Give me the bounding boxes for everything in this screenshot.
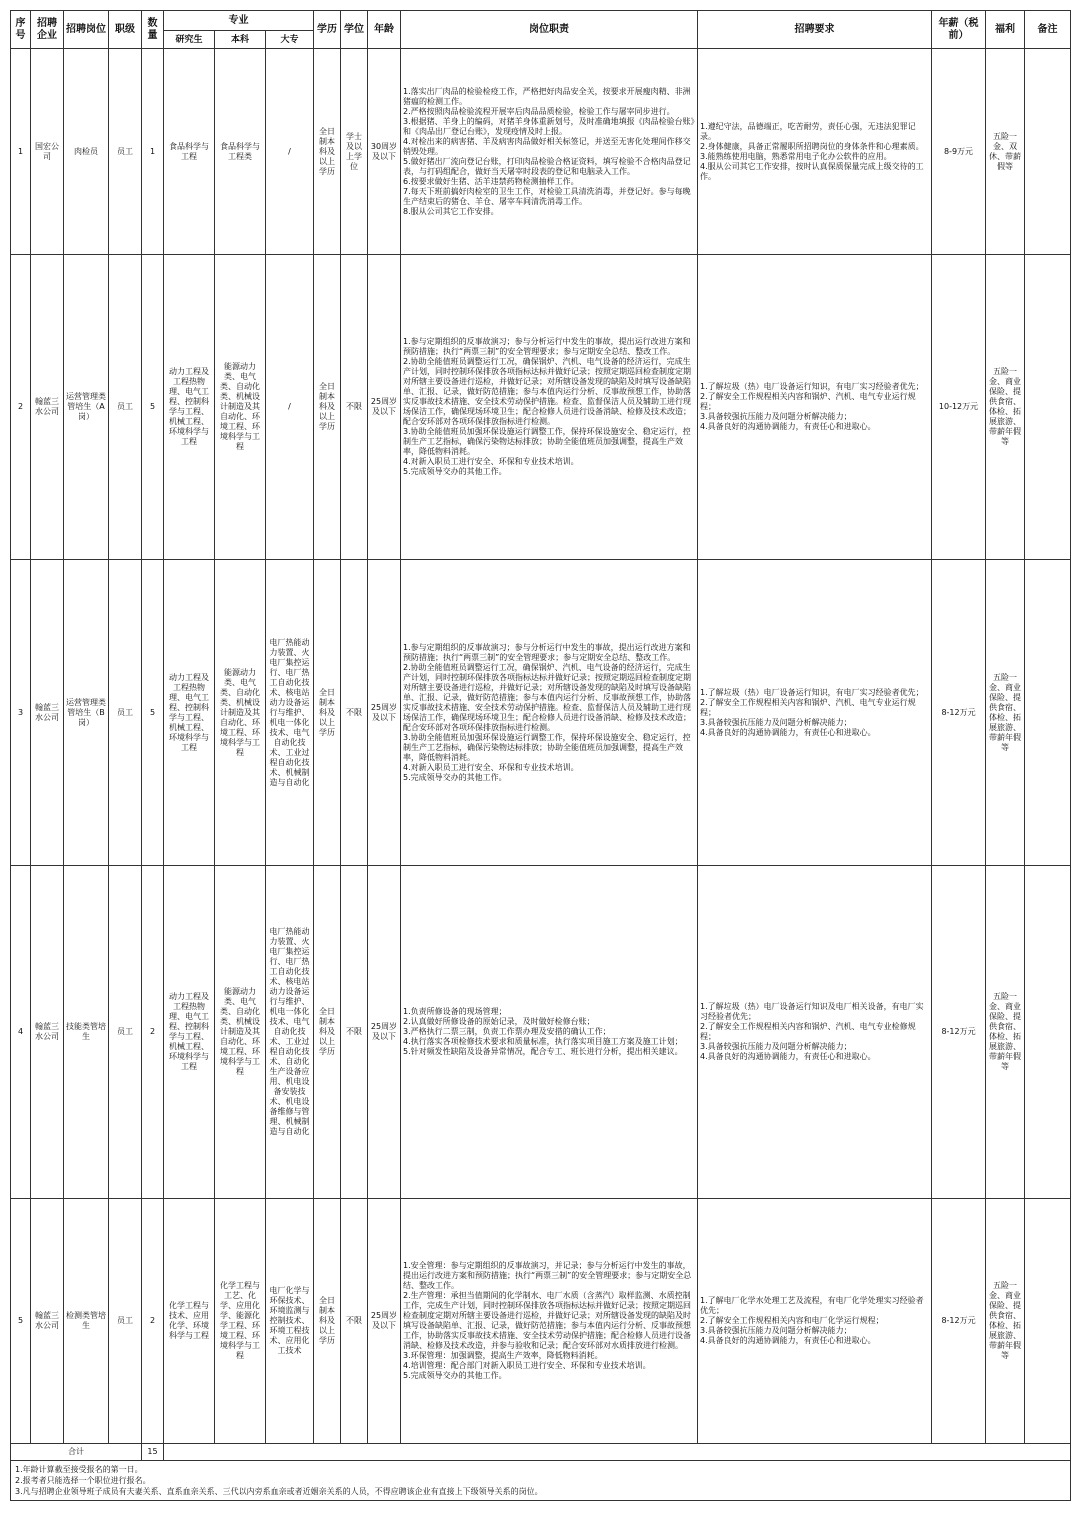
header-requirements: 招聘要求: [698, 11, 932, 49]
header-remarks: 备注: [1025, 11, 1071, 49]
table-row: [11, 255, 1071, 560]
cell-requirements: [698, 866, 932, 1199]
header-major-grad: 研究生: [164, 31, 215, 49]
requirement-line: 1.了解电厂化学水处理工艺及流程，有电厂化学处理实习经验者优先；: [700, 1296, 924, 1315]
cell-remarks: [1025, 866, 1071, 1199]
header-seq: 序号: [11, 11, 31, 49]
duty-line: 5.针对频发性缺陷及设备异常情况，配合专工、班长进行分析，提出相关建议。: [403, 1047, 683, 1056]
cell-position: 技能类管培生: [64, 866, 109, 1199]
cell-welfare: 五险一金、双休、带薪假等: [986, 49, 1025, 255]
duty-line: 1.负责所修设备的现场管理；: [403, 1007, 507, 1016]
cell-major-bachelor: 能源动力类、电气类、自动化类、机械设计制造及其自动化、环境工程、环境科学与工程: [215, 866, 266, 1199]
table-row: [11, 866, 1071, 1199]
requirement-line: 3.具备较强抗压能力及问题分析解决能力；: [700, 412, 852, 421]
duty-line: 1.安全管理：参与定期组织的反事故演习，并记录；参与分析运行中发生的事故，提出运行改进方案和预防措施；执行“两票三制”的安全管理要求；参与定期安全总结、整改工作。: [403, 1261, 692, 1290]
recruitment-table: [10, 10, 1071, 1501]
cell-count: 2: [142, 1199, 164, 1444]
duty-line: 7.每天下班前搞好肉检室的卫生工作，对检验工具清洗消毒，并登记好。参与每晚生产结束后的猪仓、羊仓、屠宰车间清洗消毒工作。: [403, 186, 691, 206]
duty-line: 8.服从公司其它工作安排。: [403, 206, 499, 216]
cell-major-college: 电厂热能动力装置、火电厂集控运行、电厂热工自动化技术、核电站动力设备运行与维护、机电一体化技术、电气自动化技术、工业过程自动化技术、机械制造与自动化: [266, 560, 314, 866]
notes-row: [11, 1461, 1071, 1501]
requirement-line: 2.了解安全工作规程相关内容和锅炉、汽机、电气专业运行规程；: [700, 392, 916, 411]
header-row-1: [11, 11, 1071, 31]
cell-rank: 员工: [109, 49, 142, 255]
total-filler: [164, 1444, 1071, 1461]
cell-education: 全日制本科及以上学历: [314, 49, 341, 255]
cell-position: 肉检员: [64, 49, 109, 255]
header-age: 年龄: [368, 11, 401, 49]
cell-duties: [401, 1199, 698, 1444]
cell-welfare: 五险一金、商业保险、提供食宿、体检、拓展旅游、带薪年假等: [986, 560, 1025, 866]
table-row: [11, 49, 1071, 255]
duty-line: 4.培训管理：配合部门对新入职员工进行安全、环保和专业技术培训。: [403, 1361, 651, 1370]
requirement-line: 4.服从公司其它工作安排，按时认真保质保量完成上级交待的工作。: [700, 161, 924, 181]
requirement-line: 2.了解安全工作规程相关内容和锅炉、汽机、电气专业检修规程；: [700, 1022, 916, 1041]
cell-welfare: 五险一金、商业保险、提供食宿、体检、拓展旅游、带薪年假等: [986, 1199, 1025, 1444]
duty-line: 1.参与定期组织的反事故演习；参与分析运行中发生的事故，提出运行改进方案和预防措施；执行“两票三制”的安全管理要求；参与定期安全总结、整改工作。: [403, 337, 691, 356]
cell-remarks: [1025, 49, 1071, 255]
cell-company: 翰蓝三水公司: [31, 1199, 64, 1444]
requirement-line: 2.身体健康，具备正常履职所招聘岗位的身体条件和心理素质。: [700, 141, 924, 151]
duty-line: 1.落实出厂肉品的检验检疫工作，严格把好肉品安全关，按要求开展瘦肉精、非洲猪瘟的检测工作。: [403, 86, 691, 106]
cell-age: 25周岁及以下: [368, 255, 401, 560]
header-education: 学历: [314, 11, 341, 49]
cell-major-grad: 食品科学与工程: [164, 49, 215, 255]
header-major: 专业: [164, 11, 314, 31]
header-count: 数量: [142, 11, 164, 49]
note-line: 2.报考者只能选择一个职位进行报名。: [15, 1476, 151, 1485]
recruitment-sheet: [10, 10, 1070, 1501]
cell-rank: 员工: [109, 560, 142, 866]
cell-major-college: /: [266, 255, 314, 560]
cell-rank: 员工: [109, 255, 142, 560]
table-row: [11, 1199, 1071, 1444]
cell-major-grad: 动力工程及工程热物理、电气工程、控制科学与工程、机械工程、环境科学与工程: [164, 255, 215, 560]
duty-line: 1.参与定期组织的反事故演习；参与分析运行中发生的事故，提出运行改进方案和预防措施；执行“两票三制”的安全管理要求；参与定期安全总结、整改工作。: [403, 642, 691, 662]
duty-line: 5.完成领导交办的其他工作。: [403, 1371, 507, 1380]
duty-line: 5.做好猪出厂流向登记台账，打印肉品检验合格证资料，填写检验不合格肉品登记表，与打码组配合，做好当天屠宰时段表的登记和电脑录入工作。: [403, 156, 691, 176]
cell-welfare: 五险一金、商业保险、提供食宿、体检、拓展旅游、带薪年假等: [986, 866, 1025, 1199]
cell-salary: 8-12万元: [932, 1199, 986, 1444]
cell-degree: 学士及以上学位: [341, 49, 368, 255]
duty-line: 3.根据猪、羊身上的编码，对猪羊身体重新划号，及时准确地填报《肉品检验台账》和《肉品出厂登记台账》，发现疫情及时上报。: [403, 116, 695, 136]
cell-major-grad: 动力工程及工程热物理、电气工程、控制科学与工程、机械工程、环境科学与工程: [164, 560, 215, 866]
duty-line: 4.对新入职员工进行安全、环保和专业技术培训。: [403, 762, 579, 772]
header-rank: 职级: [109, 11, 142, 49]
requirement-line: 1.了解垃圾（热）电厂设备运行知识及电厂相关设备，有电厂实习经验者优先；: [700, 1002, 924, 1021]
requirement-line: 3.具备较强抗压能力及问题分析解决能力；: [700, 1326, 852, 1335]
cell-age: 25周岁及以下: [368, 560, 401, 866]
header-degree: 学位: [341, 11, 368, 49]
cell-major-college: /: [266, 49, 314, 255]
requirement-line: 1.了解垃圾（热）电厂设备运行知识，有电厂实习经验者优先；: [700, 382, 924, 391]
cell-position: 检测类管培生: [64, 1199, 109, 1444]
duty-line: 2.协助全能值班员调整运行工况，确保锅炉、汽机、电气设备的经济运行，完成生产计划，同时控制环保排放各项指标达标并做好记录；按照定期巡回检查制度定期对所辖主要设备进行巡检，并做好记录；对所辖设备发现的缺陷及时填写设备缺陷单、汇报、记录，做好防范措施；参与本值内运行分析、反事故预想工作，协助落实反事故技术措施、安全技术劳动保护措施。检查、监督保洁人员及辅助工进行现场保洁工作，确保现场环境卫生；配合检修人员进行设备消缺、检修及技术改造；配合安环部对各项环保排放指标进行检测。: [403, 357, 692, 426]
cell-count: 1: [142, 49, 164, 255]
cell-education: 全日制本科及以上学历: [314, 1199, 341, 1444]
cell-major-bachelor: 食品科学与工程类: [215, 49, 266, 255]
note-line: 3.凡与招聘企业领导班子成员有夫妻关系、直系血亲关系、三代以内旁系血亲或者近姻亲关系的人员，不得应聘该企业有直接上下级领导关系的岗位。: [15, 1487, 543, 1496]
cell-degree: 不限: [341, 866, 368, 1199]
cell-position: 运营管理类管培生（B岗）: [64, 560, 109, 866]
cell-seq: 3: [11, 560, 31, 866]
cell-education: 全日制本科及以上学历: [314, 866, 341, 1199]
note-line: 1.年龄计算截至接受报名的第一日。: [15, 1465, 143, 1474]
cell-salary: 8-12万元: [932, 560, 986, 866]
header-company: 招聘企业: [31, 11, 64, 49]
cell-major-bachelor: 能源动力类、电气类、自动化类、机械设计制造及其自动化、环境工程、环境科学与工程: [215, 255, 266, 560]
cell-duties: [401, 560, 698, 866]
requirement-line: 2.了解安全工作规程相关内容和电厂化学运行规程；: [700, 1316, 884, 1325]
requirement-line: 1.了解垃圾（热）电厂设备运行知识，有电厂实习经验者优先；: [700, 687, 924, 697]
cell-remarks: [1025, 560, 1071, 866]
cell-major-college: 电厂化学与环保技术、环境监测与控制技术、环境工程技术、应用化工技术: [266, 1199, 314, 1444]
cell-degree: 不限: [341, 1199, 368, 1444]
cell-seq: 1: [11, 49, 31, 255]
header-duties: 岗位职责: [401, 11, 698, 49]
duty-line: 2.协助全能值班员调整运行工况，确保锅炉、汽机、电气设备的经济运行，完成生产计划，同时控制环保排放各项指标达标并做好记录；按照定期巡回检查制度定期对所辖主要设备进行巡检，并做好记录；对所辖设备发现的缺陷及时填写设备缺陷单、汇报、记录，做好防范措施；参与本值内运行分析、反事故预想工作，协助落实反事故技术措施、安全技术劳动保护措施。检查、监督保洁人员及辅助工进行现场保洁工作，确保现场环境卫生；配合检修人员进行设备消缺、检修及技术改造；配合安环部对各项环保排放指标进行检测。: [403, 662, 692, 732]
duty-line: 2.严格按照肉品检验流程开展宰后肉品品质检验，检验工作与屠宰同步进行。: [403, 106, 675, 116]
requirement-line: 1.遵纪守法，品德端正，吃苦耐劳，责任心强，无违法犯罪记录。: [700, 121, 916, 141]
cell-age: 25周岁及以下: [368, 866, 401, 1199]
duty-line: 6.按要求做好生猪、活羊违禁药物检测抽样工作。: [403, 176, 579, 186]
table-row: [11, 560, 1071, 866]
cell-position: 运营管理类管培生（A岗）: [64, 255, 109, 560]
notes-cell: [11, 1461, 1071, 1501]
cell-welfare: 五险一金、商业保险、提供食宿、体检、拓展旅游、带薪年假等: [986, 255, 1025, 560]
cell-rank: 员工: [109, 866, 142, 1199]
duty-line: 3.严格执行二票三制，负责工作票办理及安措的确认工作；: [403, 1027, 611, 1036]
duty-line: 5.完成领导交办的其他工作。: [403, 772, 507, 782]
cell-company: 翰蓝三水公司: [31, 866, 64, 1199]
cell-degree: 不限: [341, 255, 368, 560]
cell-company: 翰蓝三水公司: [31, 255, 64, 560]
cell-seq: 2: [11, 255, 31, 560]
cell-salary: 8-12万元: [932, 866, 986, 1199]
duty-line: 2.认真做好所修设备的原始记录，及时做好检修台账；: [403, 1017, 595, 1026]
requirement-line: 3.能熟练使用电脑，熟悉常用电子化办公软件的应用。: [700, 151, 892, 161]
header-welfare: 福利: [986, 11, 1025, 49]
cell-seq: 5: [11, 1199, 31, 1444]
cell-duties: [401, 255, 698, 560]
duty-line: 3.协助全能值班员加强环保设施运行调整工作，保持环保设施安全、稳定运行，控制生产工艺指标，确保污染物达标排放；协助全能值班员加强调整，提高生产效率，降低物料消耗。: [403, 427, 691, 456]
header-major-bachelor: 本科: [215, 31, 266, 49]
duty-line: 3.环保管理：加强调整，提高生产效率，降低物料消耗。: [403, 1351, 603, 1360]
header-position: 招聘岗位: [64, 11, 109, 49]
cell-company: 翰蓝三水公司: [31, 560, 64, 866]
total-count: 15: [142, 1444, 164, 1461]
requirement-line: 4.具备良好的沟通协调能力，有责任心和进取心。: [700, 1052, 876, 1061]
cell-count: 5: [142, 255, 164, 560]
total-label: 合计: [11, 1444, 142, 1461]
duty-line: 3.协助全能值班员加强环保设施运行调整工作，保持环保设施安全、稳定运行，控制生产工艺指标，确保污染物达标排放；协助全能值班员加强调整，提高生产效率，降低物料消耗。: [403, 732, 691, 762]
cell-degree: 不限: [341, 560, 368, 866]
cell-salary: 10-12万元: [932, 255, 986, 560]
duty-line: 4.对新入职员工进行安全、环保和专业技术培训。: [403, 457, 579, 466]
cell-requirements: [698, 1199, 932, 1444]
requirement-line: 4.具备良好的沟通协调能力，有责任心和进取心。: [700, 1336, 876, 1345]
cell-seq: 4: [11, 866, 31, 1199]
cell-education: 全日制本科及以上学历: [314, 560, 341, 866]
cell-remarks: [1025, 1199, 1071, 1444]
cell-salary: 8-9万元: [932, 49, 986, 255]
cell-requirements: [698, 255, 932, 560]
duty-line: 2.生产管理：承担当值期间的化学制水、电厂水质（含蒸汽）取样监测、水质控制工作，完成生产计划，同时控制环保排放各项指标达标并做好记录；按照定期巡回检查制度定期对所辖主要设备进行巡检，并做好记录；对所辖设备发现的缺陷及时填写设备缺陷单、汇报、记录，做好防范措施；参与本值内运行分析、反事故预想工作，协助落实反事故技术措施、安全技术劳动保护措施；配合检修人员进行设备消缺、检修及技术改造，并参与验收和记录；配合安环部对水质排放进行检测。: [403, 1291, 692, 1350]
requirement-line: 3.具备较强抗压能力及问题分析解决能力；: [700, 717, 852, 727]
header-major-college: 大专: [266, 31, 314, 49]
cell-count: 2: [142, 866, 164, 1199]
requirement-line: 2.了解安全工作规程相关内容和锅炉、汽机、电气专业运行规程；: [700, 697, 916, 717]
cell-major-college: 电厂热能动力装置、火电厂集控运行、电厂热工自动化技术、核电站动力设备运行与维护、机电一体化技术、电气自动化技术、工业过程自动化技术、自动化生产设备应用、机电设备安装技术、机电设备维修与管理、机械制造与自动化: [266, 866, 314, 1199]
cell-remarks: [1025, 255, 1071, 560]
cell-education: 全日制本科及以上学历: [314, 255, 341, 560]
duty-line: 4.对检出来的病害猪、羊及病害肉品做好相关标签记，并送至无害化处理间作移交销毁处理。: [403, 136, 691, 156]
total-row: [11, 1444, 1071, 1461]
cell-requirements: [698, 560, 932, 866]
requirement-line: 4.具备良好的沟通协调能力，有责任心和进取心。: [700, 727, 876, 737]
cell-major-bachelor: 能源动力类、电气类、自动化类、机械设计制造及其自动化、环境工程、环境科学与工程: [215, 560, 266, 866]
cell-duties: [401, 49, 698, 255]
cell-count: 5: [142, 560, 164, 866]
duty-line: 5.完成领导交办的其他工作。: [403, 467, 507, 476]
requirement-line: 4.具备良好的沟通协调能力，有责任心和进取心。: [700, 422, 876, 431]
cell-major-bachelor: 化学工程与工艺、化学、应用化学、能源化学工程、环境工程、环境科学与工程: [215, 1199, 266, 1444]
header-salary: 年薪（税前）: [932, 11, 986, 49]
cell-age: 30周岁及以下: [368, 49, 401, 255]
cell-major-grad: 动力工程及工程热物理、电气工程、控制科学与工程、机械工程、环境科学与工程: [164, 866, 215, 1199]
cell-duties: [401, 866, 698, 1199]
cell-major-grad: 化学工程与技术、应用化学、环境科学与工程: [164, 1199, 215, 1444]
cell-age: 25周岁及以下: [368, 1199, 401, 1444]
cell-rank: 员工: [109, 1199, 142, 1444]
cell-company: 国宏公司: [31, 49, 64, 255]
requirement-line: 3.具备较强抗压能力及问题分析解决能力；: [700, 1042, 852, 1051]
duty-line: 4.执行落实各项检修技术要求和质量标准，执行落实项目施工方案及施工计划；: [403, 1037, 683, 1046]
cell-requirements: [698, 49, 932, 255]
